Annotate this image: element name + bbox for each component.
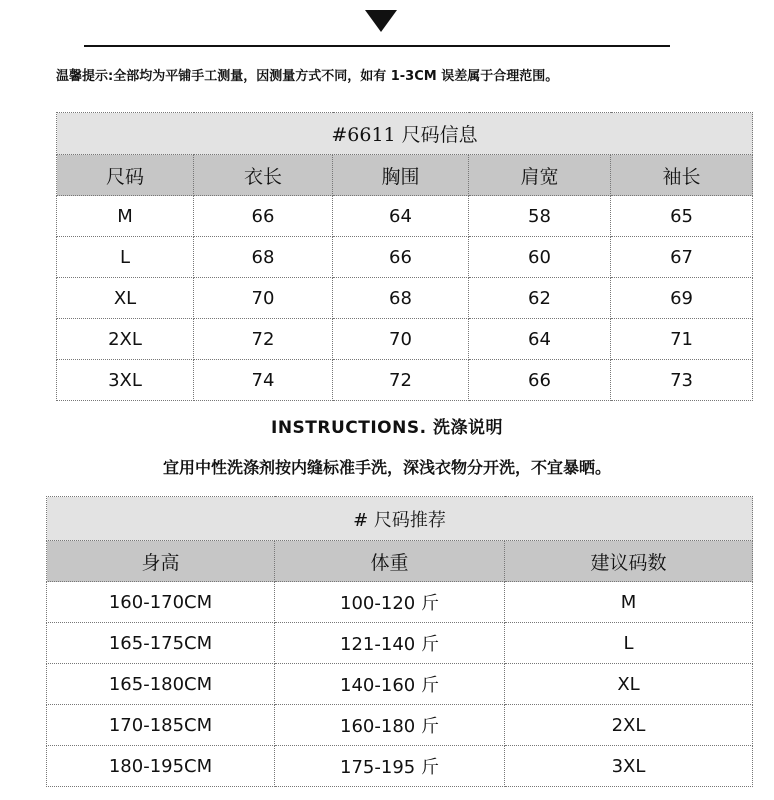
chest-cell: 68 [333,278,469,319]
table-row [57,196,753,237]
table-row [47,664,753,705]
length-cell: 70 [194,278,333,319]
recommended-size-cell: M [505,582,753,623]
sleeve-cell: 67 [611,237,753,278]
size-cell: 3XL [57,360,194,401]
size-header-chest: 胸围 [333,155,469,196]
chest-cell: 66 [333,237,469,278]
height-cell: 180-195CM [47,746,275,787]
table-row [47,705,753,746]
shoulder-cell: 60 [469,237,611,278]
length-cell: 68 [194,237,333,278]
size-header-length: 衣长 [194,155,333,196]
rec-header-size: 建议码数 [505,541,753,582]
measurement-notice: 温馨提示:全部均为平铺手工测量，因测量方式不同，如有 1-3CM 误差属于合理范围。 [56,69,559,84]
instructions-title: INSTRUCTIONS. 洗涤说明 [271,418,503,438]
length-cell: 72 [194,319,333,360]
shoulder-cell: 64 [469,319,611,360]
length-cell: 66 [194,196,333,237]
size-header-size: 尺码 [57,155,194,196]
height-cell: 170-185CM [47,705,275,746]
table-row [57,360,753,401]
recommended-size-cell: L [505,623,753,664]
shoulder-cell: 58 [469,196,611,237]
length-cell: 74 [194,360,333,401]
shoulder-cell: 66 [469,360,611,401]
rec-header-height: 身高 [47,541,275,582]
weight-cell: 121-140 斤 [275,623,505,664]
instructions-text: 宜用中性洗涤剂按内缝标准手洗，深浅衣物分开洗，不宜暴晒。 [162,458,611,477]
shoulder-cell: 62 [469,278,611,319]
size-table-title: #6611 尺码信息 [57,113,753,155]
recommended-size-cell: XL [505,664,753,705]
weight-cell: 175-195 斤 [275,746,505,787]
height-cell: 160-170CM [47,582,275,623]
size-cell: 2XL [57,319,194,360]
sleeve-cell: 69 [611,278,753,319]
chest-cell: 72 [333,360,469,401]
size-cell: XL [57,278,194,319]
table-row [47,746,753,787]
table-row [47,582,753,623]
weight-cell: 140-160 斤 [275,664,505,705]
chest-cell: 64 [333,196,469,237]
table-row [57,278,753,319]
down-arrow-icon [365,10,397,32]
size-info-table [56,112,753,401]
height-cell: 165-175CM [47,623,275,664]
table-row [57,237,753,278]
size-header-shoulder: 肩宽 [469,155,611,196]
size-cell: M [57,196,194,237]
size-header-sleeve: 袖长 [611,155,753,196]
sleeve-cell: 65 [611,196,753,237]
chest-cell: 70 [333,319,469,360]
recommend-table-title: # 尺码推荐 [47,497,753,541]
size-cell: L [57,237,194,278]
weight-cell: 160-180 斤 [275,705,505,746]
weight-cell: 100-120 斤 [275,582,505,623]
height-cell: 165-180CM [47,664,275,705]
size-recommendation-table [46,496,753,787]
recommended-size-cell: 2XL [505,705,753,746]
table-row [57,319,753,360]
sleeve-cell: 73 [611,360,753,401]
rec-header-weight: 体重 [275,541,505,582]
divider-line [84,45,670,47]
sleeve-cell: 71 [611,319,753,360]
table-row [47,623,753,664]
recommended-size-cell: 3XL [505,746,753,787]
